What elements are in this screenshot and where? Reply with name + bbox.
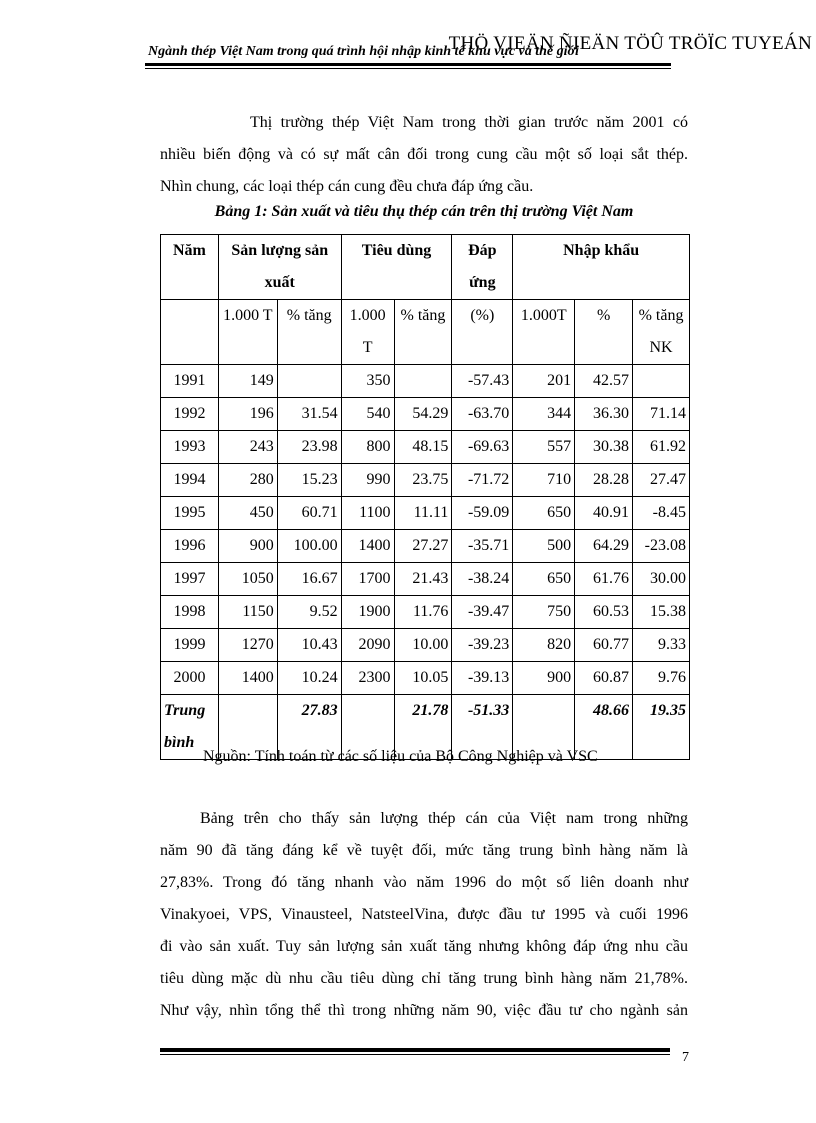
value-cell: 1100 [341, 497, 394, 530]
text-line: tiêu dùng mặc dù nhu cầu tiêu dùng chỉ tăng trung bình hàng năm 21,78%. [160, 970, 688, 987]
year-cell: 1995 [161, 497, 219, 530]
header-rule-thin [145, 68, 671, 69]
header-response: Đáp ứng [452, 235, 513, 300]
value-cell: 60.77 [575, 629, 633, 662]
year-cell: 1997 [161, 563, 219, 596]
value-cell: -39.23 [452, 629, 513, 662]
value-cell: 201 [513, 365, 575, 398]
value-cell: 557 [513, 431, 575, 464]
year-cell: 1998 [161, 596, 219, 629]
value-cell: 27.47 [633, 464, 690, 497]
value-cell: 2300 [341, 662, 394, 695]
value-cell: 990 [341, 464, 394, 497]
text-line: Bảng trên cho thấy sản lượng thép cán của Việt nam trong những [200, 810, 688, 827]
intro-paragraph [160, 107, 688, 203]
year-cell: 1996 [161, 530, 219, 563]
units-cell: % [575, 300, 633, 365]
value-cell: 42.57 [575, 365, 633, 398]
value-cell: 100.00 [277, 530, 341, 563]
table-row [161, 365, 690, 398]
table-row [161, 629, 690, 662]
header-year: Năm [161, 235, 219, 300]
table-row [161, 563, 690, 596]
value-cell: 10.43 [277, 629, 341, 662]
table-row [161, 398, 690, 431]
table-body [161, 365, 690, 695]
value-cell [394, 365, 452, 398]
units-cell: % tăng [277, 300, 341, 365]
value-cell: -71.72 [452, 464, 513, 497]
text-line: đi vào sản xuất. Tuy sản lượng sản xuất tăng nhưng không đáp ứng nhu cầu [160, 938, 688, 955]
year-cell: 1992 [161, 398, 219, 431]
value-cell: 71.14 [633, 398, 690, 431]
value-cell: 650 [513, 563, 575, 596]
table-row [161, 464, 690, 497]
text-line: 27,83%. Trong đó tăng nhanh vào năm 1996 do một số liên doanh như [160, 874, 688, 891]
value-cell: 30.38 [575, 431, 633, 464]
value-cell: 9.33 [633, 629, 690, 662]
units-cell: 1.000 T [218, 300, 277, 365]
table-row [161, 530, 690, 563]
text-line: nhiều biến động và có sự mất cân đối trong cung cầu một số loại sắt thép. [160, 146, 688, 163]
average-cell: -51.33 [452, 695, 513, 760]
header-rule-thick [145, 63, 671, 66]
value-cell: 1400 [341, 530, 394, 563]
value-cell: 800 [341, 431, 394, 464]
table-source: Nguồn: Tính toán từ các số liệu của Bộ Công Nghiệp và VSC [203, 748, 598, 765]
value-cell: 16.67 [277, 563, 341, 596]
value-cell: 750 [513, 596, 575, 629]
value-cell: -35.71 [452, 530, 513, 563]
value-cell: -69.63 [452, 431, 513, 464]
value-cell: 243 [218, 431, 277, 464]
average-cell: 27.83 [277, 695, 341, 760]
value-cell: 30.00 [633, 563, 690, 596]
value-cell: 27.27 [394, 530, 452, 563]
value-cell: 149 [218, 365, 277, 398]
units-cell [161, 300, 219, 365]
year-cell: 1991 [161, 365, 219, 398]
value-cell [277, 365, 341, 398]
value-cell: -63.70 [452, 398, 513, 431]
text-line: Nhìn chung, các loại thép cán cung đều chưa đáp ứng cầu. [160, 178, 534, 195]
value-cell: -59.09 [452, 497, 513, 530]
units-cell: 1.000 T [341, 300, 394, 365]
header-production: Sản lượng sản xuất [218, 235, 341, 300]
value-cell: 10.00 [394, 629, 452, 662]
value-cell: 9.52 [277, 596, 341, 629]
units-cell: (%) [452, 300, 513, 365]
value-cell: 710 [513, 464, 575, 497]
value-cell: 1700 [341, 563, 394, 596]
year-cell: 1994 [161, 464, 219, 497]
value-cell: 1270 [218, 629, 277, 662]
page-number: 7 [682, 1050, 689, 1065]
value-cell: 21.43 [394, 563, 452, 596]
text-line: Như vậy, nhìn tổng thể thì trong những năm 90, việc đầu tư cho ngành sản [160, 1002, 688, 1019]
units-cell: % tăng NK [633, 300, 690, 365]
value-cell: 36.30 [575, 398, 633, 431]
value-cell: -38.24 [452, 563, 513, 596]
value-cell: -23.08 [633, 530, 690, 563]
value-cell: 540 [341, 398, 394, 431]
value-cell: 23.75 [394, 464, 452, 497]
table-header-row [161, 235, 690, 300]
footer-rule-thin [160, 1054, 670, 1055]
year-cell: 2000 [161, 662, 219, 695]
value-cell: -57.43 [452, 365, 513, 398]
steel-data-table [160, 234, 690, 760]
value-cell: 10.24 [277, 662, 341, 695]
value-cell: 450 [218, 497, 277, 530]
value-cell: 650 [513, 497, 575, 530]
units-cell: % tăng [394, 300, 452, 365]
value-cell: 280 [218, 464, 277, 497]
value-cell: 900 [513, 662, 575, 695]
value-cell: 2090 [341, 629, 394, 662]
header-import: Nhập khẩu [513, 235, 690, 300]
header-consumption: Tiêu dùng [341, 235, 452, 300]
table-row [161, 596, 690, 629]
value-cell: 60.53 [575, 596, 633, 629]
value-cell: 9.76 [633, 662, 690, 695]
value-cell: 60.71 [277, 497, 341, 530]
value-cell: 15.23 [277, 464, 341, 497]
year-cell: 1993 [161, 431, 219, 464]
footer-rule-thick [160, 1048, 670, 1052]
value-cell: 350 [341, 365, 394, 398]
average-cell: 48.66 [575, 695, 633, 760]
value-cell: 11.76 [394, 596, 452, 629]
value-cell: 15.38 [633, 596, 690, 629]
value-cell: 500 [513, 530, 575, 563]
value-cell: -39.13 [452, 662, 513, 695]
table-units-row [161, 300, 690, 365]
value-cell: 61.92 [633, 431, 690, 464]
value-cell: 344 [513, 398, 575, 431]
value-cell: 64.29 [575, 530, 633, 563]
value-cell: 1050 [218, 563, 277, 596]
average-label: Trung bình [161, 695, 219, 760]
value-cell: 1150 [218, 596, 277, 629]
text-line: Vinakyoei, VPS, Vinausteel, NatsteelVina, được đầu tư 1995 và cuối 1996 [160, 906, 688, 923]
value-cell: 820 [513, 629, 575, 662]
value-cell: 48.15 [394, 431, 452, 464]
value-cell: 900 [218, 530, 277, 563]
value-cell: -8.45 [633, 497, 690, 530]
header-title: Ngành thép Việt Nam trong quá trình hội nhập kinh tế khu vực và thế giới [148, 44, 579, 59]
value-cell: 23.98 [277, 431, 341, 464]
value-cell: 60.87 [575, 662, 633, 695]
value-cell: 10.05 [394, 662, 452, 695]
analysis-paragraph [160, 803, 688, 1027]
table-caption: Bảng 1: Sản xuất và tiêu thụ thép cán trên thị trường Việt Nam [214, 203, 634, 220]
units-cell: 1.000T [513, 300, 575, 365]
value-cell: 11.11 [394, 497, 452, 530]
year-cell: 1999 [161, 629, 219, 662]
text-line: Thị trường thép Việt Nam trong thời gian trước năm 2001 có [250, 114, 688, 131]
text-line: năm 90 đã tăng đáng kể về tuyệt đối, mức tăng trung bình hàng năm là [160, 842, 688, 859]
value-cell [633, 365, 690, 398]
value-cell: 31.54 [277, 398, 341, 431]
value-cell: 1900 [341, 596, 394, 629]
table-row [161, 662, 690, 695]
average-cell: 21.78 [394, 695, 452, 760]
value-cell: 54.29 [394, 398, 452, 431]
value-cell: 40.91 [575, 497, 633, 530]
value-cell: 1400 [218, 662, 277, 695]
table-row [161, 497, 690, 530]
value-cell: 28.28 [575, 464, 633, 497]
value-cell: -39.47 [452, 596, 513, 629]
watermark-text: THÖ VIEÄN ÑIEÄN TÖÛ TRÖÏC TUYEÁN [448, 33, 812, 54]
average-cell: 19.35 [633, 695, 690, 760]
value-cell: 61.76 [575, 563, 633, 596]
table-row [161, 431, 690, 464]
value-cell: 196 [218, 398, 277, 431]
